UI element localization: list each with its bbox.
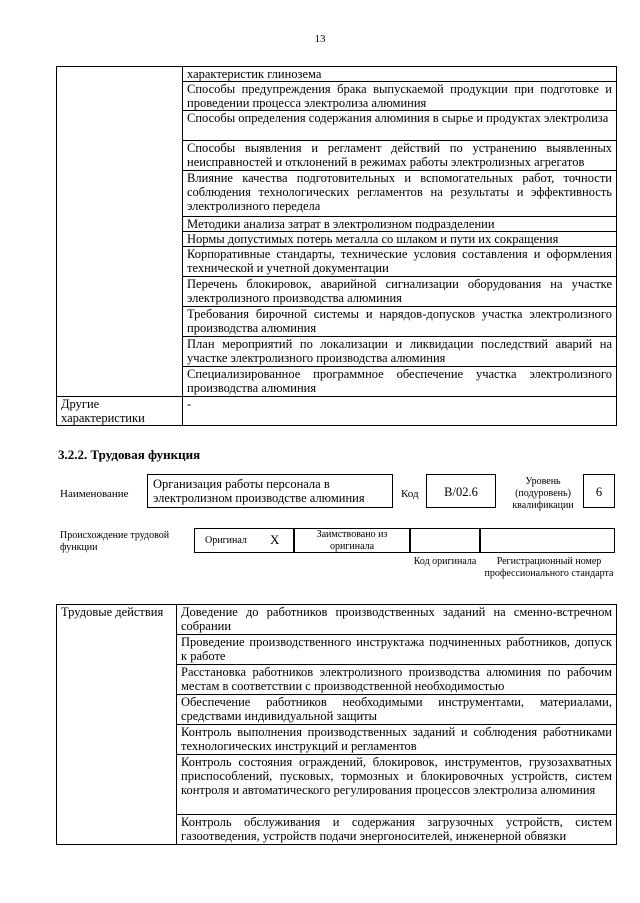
knowledge-table [56, 66, 617, 426]
table-cell: План мероприятий по локализации и ликвидации последствий аварий на участке электролизного производства алюминия [183, 337, 617, 367]
level-value: 6 [595, 485, 603, 499]
level-box [583, 474, 615, 508]
table-cell: Расстановка работников электролизного производства алюминия по рабочим местам в соответствии с производственной необходимостью [177, 665, 617, 695]
reg-number-label: Регистрационный номер профессионального стандарта [484, 556, 614, 579]
table-cell: Специализированное программное обеспечение участка электролизного производства алюминия [183, 367, 617, 397]
table-cell: Проведение производственного инструктажа подчиненных работников, допуск к работе [177, 635, 617, 665]
empty-label-cell [57, 67, 183, 397]
table-cell: Методики анализа затрат в электролизном подразделении [183, 217, 617, 232]
table-cell: Способы предупреждения брака выпускаемой продукции при подготовке и проведении процесса электролиза алюминия [183, 82, 617, 111]
reg-number-box [480, 528, 615, 553]
name-box [147, 474, 393, 508]
table-cell: характеристик глинозема [183, 67, 617, 82]
origin-label: Происхождение трудовой функции [60, 530, 170, 553]
table-cell: Доведение до работников производственных заданий на сменно-встречном собрании [177, 605, 617, 635]
table-cell: Контроль выполнения производственных заданий и соблюдения работниками технологических инструкций и регламентов [177, 725, 617, 755]
code-original-box [410, 528, 480, 553]
borrowed-label: Заимствовано из оригинала [316, 529, 388, 552]
table-cell: Корпоративные стандарты, технические условия составления и оформления технической и учетной документации [183, 247, 617, 277]
section-title: 3.2.2. Трудовая функция [58, 447, 201, 462]
original-label: Оригинал [205, 535, 247, 546]
other-characteristics-label: Другие характеристики [57, 397, 183, 426]
table-cell: Контроль состояния ограждений, блокировок, инструментов, грузозахватных приспособлений, пусковых, тормозных и блокировочных устройств, систем контроля и автоматического регулирования процессов электролиза алюминия [177, 755, 617, 815]
labor-actions-label: Трудовые действия [57, 605, 177, 845]
original-mark: X [270, 532, 280, 547]
page-number: 13 [314, 33, 326, 45]
name-value: Организация работы персонала в электролизном производстве алюминия [153, 477, 365, 505]
name-label: Наименование [60, 488, 129, 500]
labor-actions-table [56, 604, 617, 845]
table-cell: Перечень блокировок, аварийной сигнализации оборудования на участке электролизного производства алюминия [183, 277, 617, 307]
table-cell: Контроль обслуживания и содержания загрузочных устройств, систем газоотведения, устройств подачи энергоносителей, инженерной обвязки [177, 815, 617, 845]
table-cell: Нормы допустимых потерь металла со шлаком и пути их сокращения [183, 232, 617, 247]
table-cell: Влияние качества подготовительных и вспомогательных работ, точности соблюдения технологических регламентов на результаты и эффективность электролизного передела [183, 171, 617, 217]
level-label: Уровень (подуровень) квалификации [512, 476, 574, 511]
code-box [426, 474, 496, 508]
table-cell: Способы определения содержания алюминия в сырье и продуктах электролиза [183, 111, 617, 141]
original-box [194, 528, 294, 553]
table-cell: Способы выявления и регламент действий по устранению выявленных неисправностей и отклонений в режимах работы электролизных агрегатов [183, 141, 617, 171]
borrowed-box [294, 528, 410, 553]
table-cell: Требования бирочной системы и нарядов-допусков участка электролизного производства алюминия [183, 307, 617, 337]
table-cell: Обеспечение работников необходимыми инструментами, материалами, средствами индивидуальной защиты [177, 695, 617, 725]
code-label: Код [401, 488, 419, 500]
other-characteristics-value: - [183, 397, 617, 426]
code-value: В/02.6 [444, 485, 478, 499]
code-original-label: Код оригинала [413, 556, 477, 567]
